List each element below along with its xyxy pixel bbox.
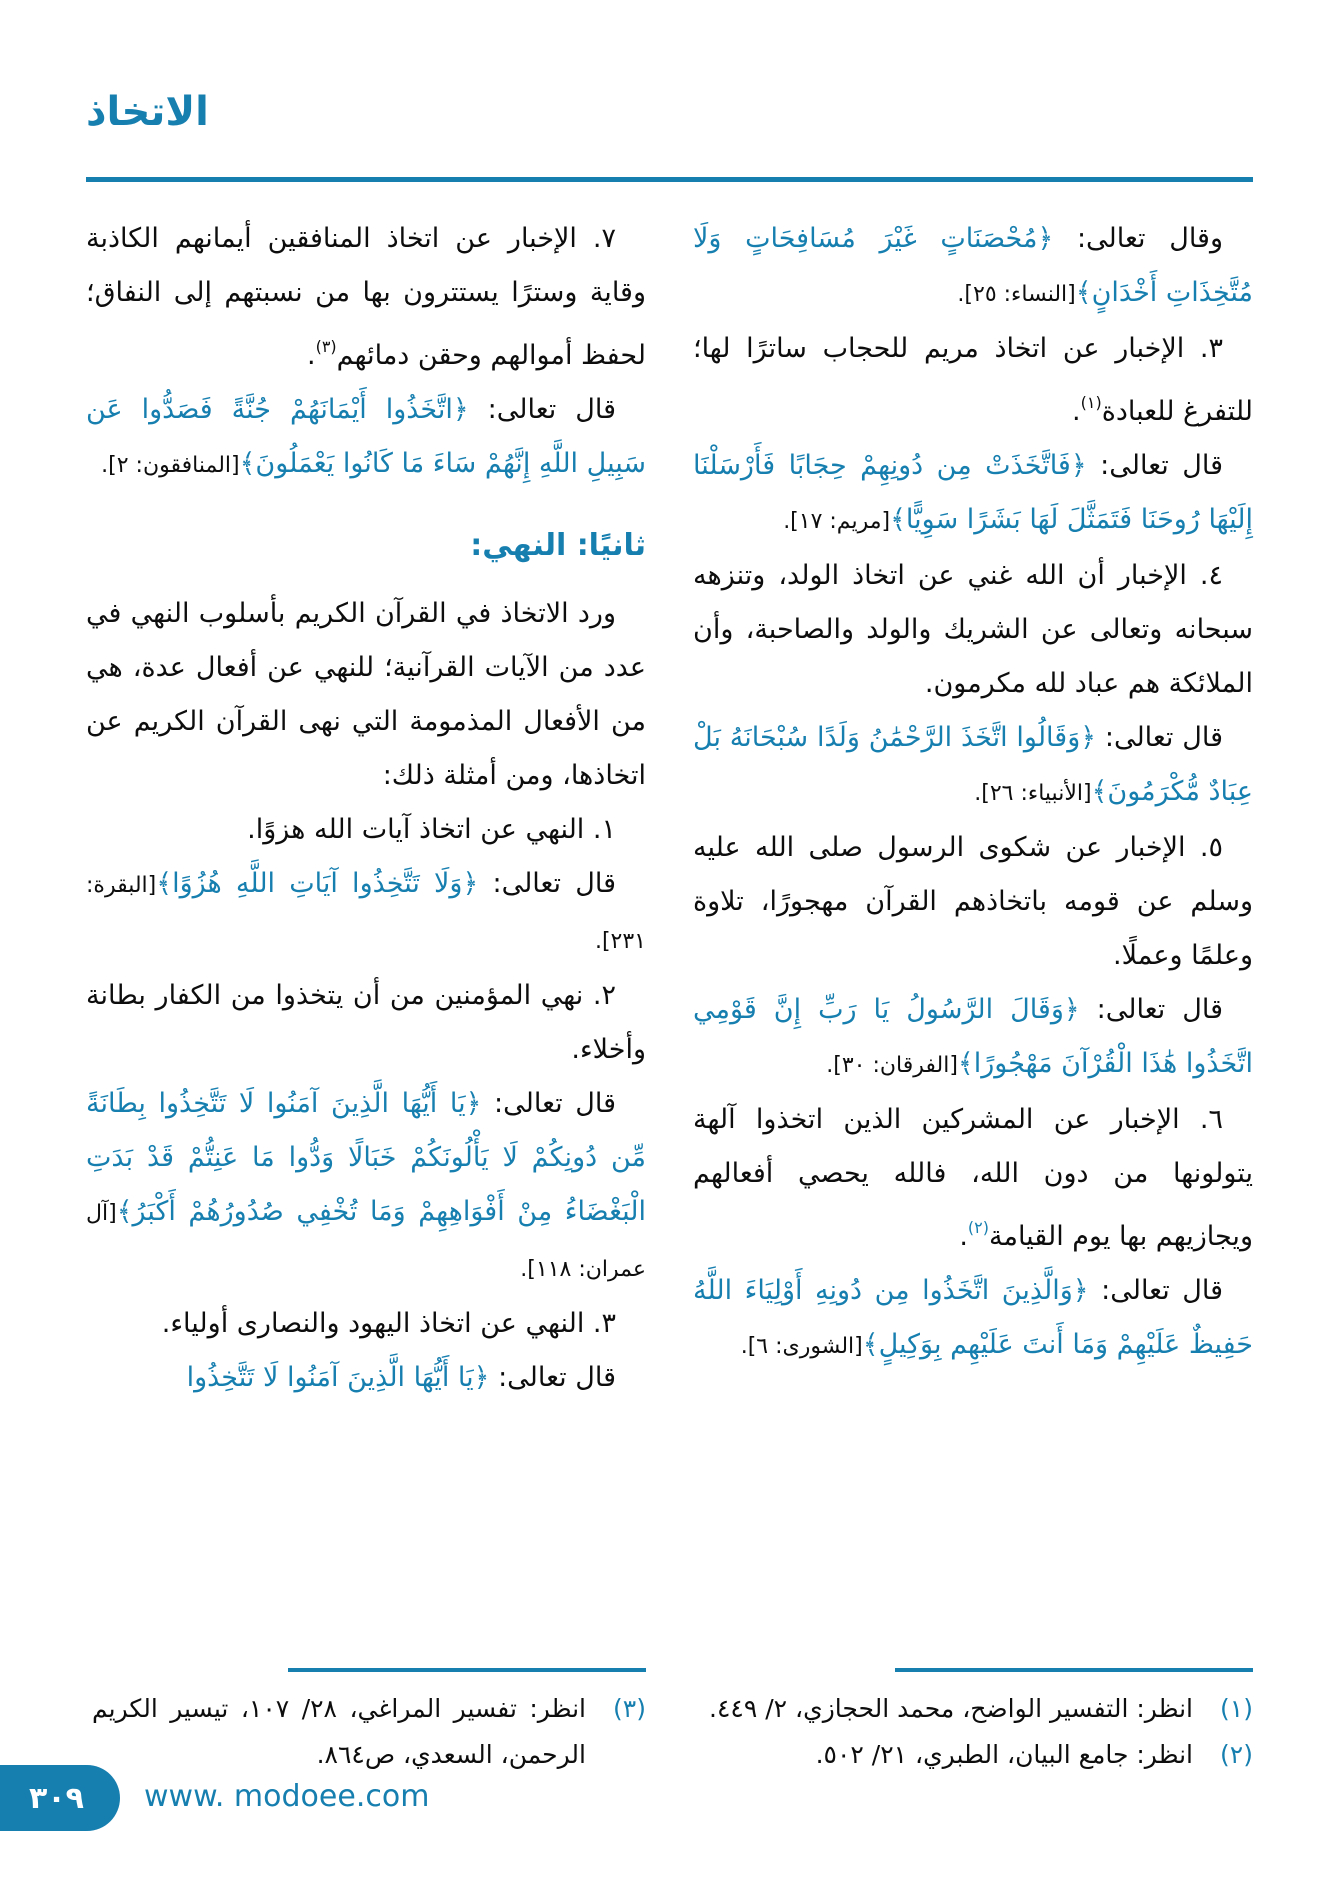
text-segment: قال تعالى: [478,868,616,899]
verse-reference: [الشورى: ٦]. [740,1334,863,1359]
footnote-text: انظر: جامع البيان، الطبري، ٢١/ ٥٠٢. [815,1740,1193,1769]
running-head-title: الاتخاذ [86,89,209,135]
quran-verse-paragraph [86,857,646,969]
text-segment: قال تعالى: [1088,1275,1223,1306]
footnotes-right [693,1654,1253,1778]
footnote-separator-rule [895,1668,1253,1672]
text-segment: قال تعالى: [1079,994,1223,1025]
footnotes-left-list [86,1686,646,1778]
quran-verse-paragraph [693,439,1253,549]
quran-text: ﴿وَقَالُوا اتَّخَذَ الرَّحْمَٰنُ وَلَدًا سُبْحَانَهُ بَلْ عِبَادٌ مُّكْرَمُونَ﴾ [693,722,1253,807]
footnotes-left [86,1654,646,1778]
footnote [86,1686,646,1778]
footnote-text: انظر: التفسير الواضح، محمد الحجازي، ٢/ ٤٤٩. [709,1694,1193,1723]
footnote-marker: (١) [1220,1694,1253,1723]
verse-reference: [النساء: ٢٥]. [957,282,1076,307]
verse-reference: [الأنبياء: ٢٦]. [974,781,1092,806]
quran-text: ﴿وَقَالَ الرَّسُولُ يَا رَبِّ إِنَّ قَوْمِي اتَّخَذُوا هَٰذَا الْقُرْآنَ مَهْجُورًا﴾ [693,994,1253,1079]
footnote [693,1686,1253,1732]
body-paragraph [86,969,646,1077]
two-column-body [86,212,1253,1778]
text-segment: وقال تعالى: [1053,223,1223,254]
body-paragraph [86,212,646,383]
quran-text: ﴿فَاتَّخَذَتْ مِن دُونِهِمْ حِجَابًا فَأَرْسَلْنَا إِلَيْهَا رُوحَنَا فَتَمَثَّلَ لَهَا بَشَرًا سَوِيًّا﴾ [693,450,1253,535]
text-segment: . [1072,396,1081,427]
quran-verse-paragraph [86,1077,646,1297]
quran-text: ﴿يَا أَيُّهَا الَّذِينَ آمَنُوا لَا تَتَّخِذُوا بِطَانَةً مِّن دُونِكُمْ لَا يَأْلُونَكُمْ خَبَالًا وَدُّوا مَا عَنِتُّمْ قَدْ بَدَتِ الْبَغْضَاءُ مِنْ أَفْوَاهِهِمْ وَمَا تُخْفِي صُدُورُهُمْ أَكْبَرُ﴾ [86,1088,646,1227]
body-paragraph [86,803,646,857]
body-paragraph [86,587,646,803]
body-paragraph [693,821,1253,983]
quran-verse-paragraph [693,1264,1253,1374]
verse-reference: [البقرة: ٢٣١]. [86,873,646,954]
quran-text: ﴿مُحْصَنَاتٍ غَيْرَ مُسَافِحَاتٍ وَلَا مُتَّخِذَاتِ أَخْدَانٍ﴾ [693,223,1253,308]
verse-reference: [الفرقان: ٣٠]. [826,1053,958,1078]
quran-verse-paragraph [693,212,1253,322]
header-divider-rule [86,177,1253,182]
text-segment: . [306,340,316,371]
footnote-ref-superscript: (١) [1080,393,1102,412]
text-segment: ورد الاتخاذ في القرآن الكريم بأسلوب النهي في عدد من الآيات القرآنية؛ للنهي عن أفعال عدة، هي من الأفعال المذمومة التي نهى القرآن الكريم عن اتخاذها، ومن أمثلة ذلك: [86,598,646,791]
text-segment: . [959,1221,968,1252]
footnotes-right-list [693,1686,1253,1778]
quran-text: ﴿اتَّخَذُوا أَيْمَانَهُمْ جُنَّةً فَصَدُّوا عَن سَبِيلِ اللَّهِ إِنَّهُمْ سَاءَ مَا كَانُوا يَعْمَلُونَ﴾ [86,394,646,479]
column-left [86,212,646,1778]
footnote-marker: (٣) [613,1694,646,1723]
footnote-text: انظر: تفسير المراغي، ٢٨/ ١٠٧، تيسير الكريم الرحمن، السعدي، ص٨٦٤. [92,1694,587,1769]
body-paragraph [693,1093,1253,1264]
body-paragraph [86,1297,646,1351]
page-number-badge: ٣٠٩ [0,1765,120,1831]
section-heading [86,519,646,573]
website-link[interactable]: www. modoee.com [144,1779,430,1814]
body-paragraph [693,549,1253,711]
quran-verse-paragraph [693,983,1253,1093]
column-left-blocks [86,212,646,1405]
verse-reference: [مريم: ١٧]. [783,509,891,534]
text-segment: ثانيًا: النهي: [470,528,646,563]
footnote [693,1732,1253,1778]
text-segment: قال تعالى: [1096,722,1223,753]
quran-text: ﴿وَالَّذِينَ اتَّخَذُوا مِن دُونِهِ أَوْلِيَاءَ اللَّهُ حَفِيظٌ عَلَيْهِمْ وَمَا أَنتَ عَلَيْهِم بِوَكِيلٍ﴾ [693,1275,1253,1360]
quran-text: ﴿يَا أَيُّهَا الَّذِينَ آمَنُوا لَا تَتَّخِذُوا [186,1362,490,1393]
text-segment: ١. النهي عن اتخاذ آيات الله هزوًا. [247,814,616,845]
text-segment: ٤. الإخبار أن الله غني عن اتخاذ الولد، وتنزهه سبحانه وتعالى عن الشريك والولد والصاحبة، وأن الملائكة هم عباد لله مكرمون. [693,560,1253,699]
footnote-separator-rule [288,1668,646,1672]
text-segment: قال تعالى: [481,1088,616,1119]
text-segment: قال تعالى: [489,1362,616,1393]
quran-verse-paragraph [86,383,646,493]
text-segment: ٢. نهي المؤمنين من أن يتخذوا من الكفار بطانة وأخلاء. [86,980,646,1065]
verse-reference: [المنافقون: ٢]. [101,453,240,478]
column-right [693,212,1253,1778]
quran-text: ﴿وَلَا تَتَّخِذُوا آيَاتِ اللَّهِ هُزُوًا﴾ [156,868,479,899]
quran-verse-paragraph [693,711,1253,821]
text-segment: ٧. الإخبار عن اتخاذ المنافقين أيمانهم الكاذبة وقاية وسترًا يستترون بها من نسبتهم إلى النفاق؛ لحفظ أموالهم وحقن دمائهم [86,223,646,371]
body-paragraph [693,322,1253,439]
footnote-ref-superscript: (٢) [967,1218,989,1237]
text-segment: ٣. النهي عن اتخاذ اليهود والنصارى أولياء. [161,1308,616,1339]
footnote-ref-superscript: (٣) [315,337,337,356]
column-right-blocks [693,212,1253,1374]
text-segment: ٦. الإخبار عن المشركين الذين اتخذوا آلهة يتولونها من دون الله، فالله يحصي أفعالهم ويجازيهم بها يوم القيامة [693,1104,1253,1252]
footnote-marker: (٢) [1220,1740,1253,1769]
text-segment: ٣. الإخبار عن اتخاذ مريم للحجاب ساترًا لها؛ للتفرغ للعبادة [693,333,1253,427]
text-segment: قال تعالى: [1086,450,1223,481]
text-segment: قال تعالى: [468,394,616,425]
quran-verse-paragraph [86,1351,646,1405]
text-segment: ٥. الإخبار عن شكوى الرسول صلى الله عليه وسلم عن قومه باتخاذهم القرآن مهجورًا، تلاوة وعلمًا وعملًا. [693,832,1253,971]
verse-reference: [آل عمران: ١١٨]. [86,1201,646,1282]
